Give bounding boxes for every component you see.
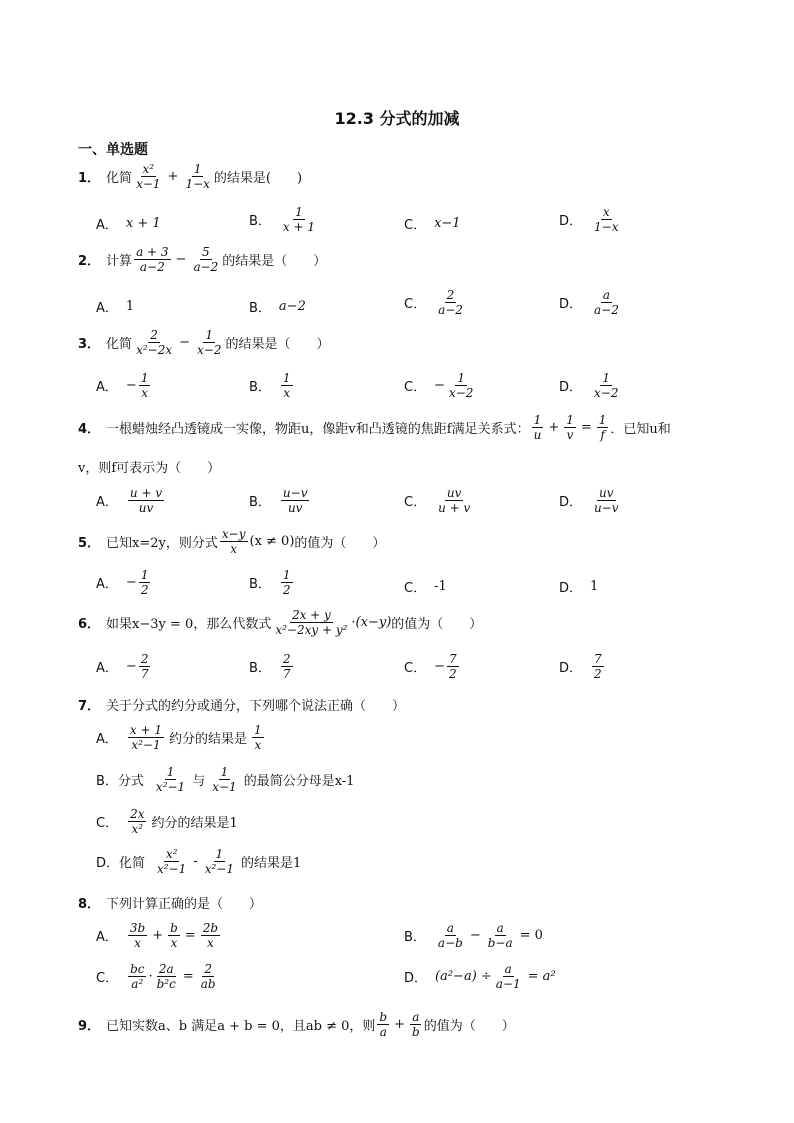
fraction <box>210 765 238 794</box>
question-number: 4． <box>78 422 101 437</box>
option-value: x−1 <box>434 216 461 231</box>
numerator: 1 <box>457 371 466 385</box>
option-b <box>249 568 295 597</box>
option-label: C． <box>96 971 119 986</box>
denominator: 2 <box>282 583 291 597</box>
operator: − <box>179 335 191 350</box>
question-text: 如果x−3y = 0，那么代数式 <box>106 617 272 632</box>
denominator: u <box>533 428 542 442</box>
question-4-line-2 <box>78 457 220 476</box>
option-a <box>96 652 152 681</box>
denominator: x−2 <box>594 386 619 400</box>
option-b <box>249 486 311 515</box>
question-6 <box>78 608 482 637</box>
denominator: x <box>134 936 141 950</box>
fraction <box>128 921 147 950</box>
denominator: x−1 <box>212 780 237 794</box>
numerator: 2x <box>130 807 145 821</box>
fraction <box>154 765 187 794</box>
fraction <box>134 162 162 191</box>
fraction <box>486 921 515 950</box>
numerator: u−v <box>282 486 308 500</box>
denominator: ab <box>200 977 216 991</box>
option-b <box>404 921 546 950</box>
numerator: 2 <box>446 288 455 302</box>
numerator: bc <box>130 962 145 976</box>
fraction <box>281 371 293 400</box>
fraction <box>281 652 293 681</box>
operator: = <box>182 969 194 984</box>
fraction <box>436 288 465 317</box>
operator: = <box>580 420 592 435</box>
option-label: D．化简 <box>96 856 146 871</box>
option-text: 约分的结果是 <box>169 732 248 747</box>
option-c <box>404 486 474 515</box>
option-c <box>404 214 461 233</box>
fraction <box>281 486 310 515</box>
numerator: 2 <box>204 962 212 976</box>
fraction <box>494 962 523 991</box>
fraction <box>532 413 544 442</box>
option-b <box>249 371 295 400</box>
denominator: f <box>600 428 605 442</box>
numerator: 1 <box>220 765 229 779</box>
option-label: B． <box>249 214 271 229</box>
option-a <box>96 568 152 597</box>
fraction <box>273 608 349 637</box>
sign: − <box>125 378 137 393</box>
question-text: 已知实数a、b 满足a + b = 0，且ab ≠ 0，则 <box>106 1019 376 1034</box>
fraction <box>134 328 174 357</box>
option-c <box>404 577 447 596</box>
denominator: uv <box>287 501 303 515</box>
option-label: C． <box>404 495 427 510</box>
question-text: 下列计算正确的是（ ） <box>106 897 263 912</box>
question-number: 3． <box>78 337 101 352</box>
denominator: 7 <box>282 667 291 681</box>
option-d <box>559 371 622 400</box>
numerator: b <box>170 921 178 935</box>
question-text: 化简 <box>106 337 133 352</box>
numerator: u + v <box>129 486 163 500</box>
operator: = <box>184 928 196 943</box>
option-d <box>96 847 304 876</box>
question-number: 2． <box>78 254 101 269</box>
option-label: A． <box>96 218 118 233</box>
option-a <box>96 486 166 515</box>
question-number: 5． <box>78 536 101 551</box>
denominator: a−2 <box>193 260 219 274</box>
numerator: 2 <box>150 328 158 342</box>
numerator: 1 <box>295 205 303 219</box>
question-number: 7． <box>78 699 101 714</box>
numerator: x−y <box>221 527 246 541</box>
numerator: 2a <box>158 962 174 976</box>
question-text: v，则f可表示为（ ） <box>78 461 221 476</box>
option-c <box>404 652 461 681</box>
option-a <box>96 371 152 400</box>
option-value: -1 <box>434 579 447 594</box>
denominator: 2 <box>140 583 149 597</box>
fraction <box>436 921 465 950</box>
question-text: 化简 <box>106 171 133 186</box>
denominator: b−a <box>487 936 513 950</box>
fraction <box>597 413 609 442</box>
option-label: C． <box>404 297 427 312</box>
sign: − <box>125 659 137 674</box>
numerator: 1 <box>254 723 262 737</box>
numerator: 1 <box>566 413 574 427</box>
numerator: 1 <box>166 765 175 779</box>
denominator: x²−1 <box>204 862 234 876</box>
numerator: 2 <box>140 652 149 666</box>
fraction <box>134 245 170 274</box>
denominator: a−b <box>437 936 463 950</box>
fraction <box>436 486 472 515</box>
numerator: 1 <box>205 328 214 342</box>
denominator: a² <box>131 977 144 991</box>
option-label: D． <box>559 581 583 596</box>
numerator: 1 <box>140 568 149 582</box>
sign: − <box>125 575 137 590</box>
fraction <box>139 652 151 681</box>
option-a <box>96 297 134 316</box>
question-text: 的值为（ ） <box>294 536 386 551</box>
denominator: 2 <box>594 667 602 681</box>
option-label: D． <box>559 214 583 229</box>
option-label: B． <box>249 495 271 510</box>
expression: = a² <box>527 969 556 984</box>
question-text: 关于分式的约分或通分，下列哪个说法正确（ ） <box>106 699 406 714</box>
fraction <box>199 962 218 991</box>
fraction <box>203 847 236 876</box>
denominator: 2 <box>448 667 457 681</box>
option-text: 的结果是1 <box>240 856 302 871</box>
option-text: 约分的结果是1 <box>151 816 238 831</box>
denominator: 7 <box>140 667 149 681</box>
denominator: u + v <box>438 501 471 515</box>
option-label: A． <box>96 577 118 592</box>
option-b <box>249 297 306 316</box>
denominator: x²−1 <box>155 780 186 794</box>
denominator: x <box>230 542 238 556</box>
fraction <box>128 486 164 515</box>
question-3 <box>78 328 330 357</box>
option-d <box>404 962 559 991</box>
operator: + <box>548 420 560 435</box>
question-text: 的值为（ ） <box>391 617 483 632</box>
question-2 <box>78 245 326 274</box>
option-a <box>96 921 222 950</box>
option-label: B． <box>249 301 271 316</box>
fraction <box>410 1010 422 1039</box>
option-label: B．分式 <box>96 774 144 789</box>
option-label: C． <box>404 218 427 233</box>
denominator: u−v <box>594 501 619 515</box>
denominator: uv <box>138 501 154 515</box>
question-text: 计算 <box>106 254 133 269</box>
option-label: D． <box>559 297 583 312</box>
fraction <box>168 921 180 950</box>
fraction <box>592 371 620 400</box>
option-label: D． <box>559 661 583 676</box>
fraction <box>592 652 604 681</box>
numerator: 2 <box>282 652 291 666</box>
fraction <box>447 652 459 681</box>
numerator: x² <box>142 162 155 176</box>
question-1 <box>78 162 302 191</box>
question-text: 的值为（ ） <box>423 1019 515 1034</box>
numerator: 1 <box>282 371 291 385</box>
numerator: 1 <box>533 413 542 427</box>
numerator: x <box>602 205 610 219</box>
numerator: 7 <box>594 652 602 666</box>
fraction <box>139 568 151 597</box>
fraction <box>564 413 576 442</box>
numerator: 1 <box>193 162 202 176</box>
option-text: 与 <box>192 774 206 789</box>
question-text: 的结果是（ ） <box>225 337 330 352</box>
condition: (x ≠ 0) <box>249 534 295 549</box>
operator: - <box>193 854 198 869</box>
numerator: uv <box>599 486 614 500</box>
numerator: 5 <box>202 245 210 259</box>
question-number: 8． <box>78 897 101 912</box>
denominator: x <box>283 386 291 400</box>
option-a <box>96 214 161 233</box>
denominator: x <box>170 936 178 950</box>
option-value: x + 1 <box>125 216 161 231</box>
fraction <box>592 288 621 317</box>
option-c <box>404 288 467 317</box>
fraction <box>220 527 248 556</box>
numerator: 3b <box>129 921 146 935</box>
question-4 <box>78 413 671 442</box>
fraction <box>155 847 188 876</box>
numerator: a <box>504 962 512 976</box>
option-label: C． <box>404 581 427 596</box>
option-label: D． <box>404 971 428 986</box>
operator: + <box>152 928 164 943</box>
page-title: 12.3 分式的加减 <box>334 109 460 128</box>
denominator: x + 1 <box>282 220 316 234</box>
question-text: 一根蜡烛经凸透镜成一实像，物距u，像距v和凸透镜的焦距f满足关系式： <box>106 422 530 437</box>
denominator: x−2 <box>197 343 222 357</box>
denominator: a−1 <box>495 977 521 991</box>
denominator: x² <box>131 822 144 836</box>
denominator: v <box>566 428 574 442</box>
numerator: uv <box>446 486 462 500</box>
fraction <box>592 205 620 234</box>
operator: − <box>469 928 481 943</box>
denominator: x²−1 <box>131 738 161 752</box>
option-label: C． <box>404 661 427 676</box>
operator: · <box>148 969 153 984</box>
denominator: 1−x <box>594 220 619 234</box>
option-label: A． <box>96 930 118 945</box>
numerator: 7 <box>448 652 457 666</box>
fraction <box>191 245 220 274</box>
operator: + <box>167 169 179 184</box>
fraction <box>281 205 317 234</box>
denominator: a−2 <box>438 303 463 317</box>
option-label: D． <box>559 380 583 395</box>
option-label: B． <box>249 380 271 395</box>
option-value: 1 <box>125 299 135 314</box>
operator: − <box>175 252 187 267</box>
denominator: x−2 <box>448 386 474 400</box>
denominator: b <box>412 1025 420 1039</box>
option-c <box>96 807 241 836</box>
numerator: 2b <box>202 921 219 935</box>
numerator: 2x + y <box>291 608 331 622</box>
option-label: A． <box>96 380 118 395</box>
denominator: x²−2x <box>136 343 173 357</box>
question-number: 6． <box>78 617 101 632</box>
option-c <box>404 371 477 400</box>
denominator: x <box>141 386 149 400</box>
option-value: a−2 <box>278 299 306 314</box>
numerator: a <box>602 288 611 302</box>
option-label: C． <box>404 380 427 395</box>
numerator: 1 <box>215 847 224 861</box>
option-b <box>249 652 295 681</box>
numerator: 1 <box>282 568 291 582</box>
option-value: 1 <box>590 579 599 594</box>
fraction <box>281 568 293 597</box>
denominator: x−1 <box>136 177 161 191</box>
question-text: 的结果是（ ） <box>222 254 327 269</box>
option-text: 的最简公分母是x-1 <box>243 774 355 789</box>
denominator: x²−1 <box>157 862 187 876</box>
numerator: a <box>412 1010 420 1024</box>
denominator: a−2 <box>139 260 165 274</box>
option-label: A． <box>96 732 118 747</box>
option-d <box>559 652 606 681</box>
question-number: 1． <box>78 171 101 186</box>
option-label: C． <box>96 816 119 831</box>
expression: ·(x−y) <box>351 615 392 630</box>
fraction <box>592 486 621 515</box>
question-8 <box>78 893 262 912</box>
option-d <box>559 486 623 515</box>
option-d <box>559 577 598 596</box>
option-label: D． <box>559 495 583 510</box>
fraction <box>252 723 264 752</box>
option-label: A． <box>96 495 118 510</box>
option-label: B． <box>249 661 271 676</box>
option-label: A． <box>96 301 118 316</box>
option-d <box>559 205 622 234</box>
numerator: 1 <box>140 371 149 385</box>
numerator: 1 <box>602 371 611 385</box>
numerator: b <box>379 1010 388 1024</box>
fraction <box>139 371 151 400</box>
fraction <box>447 371 475 400</box>
fraction <box>155 962 178 991</box>
option-b <box>96 765 357 794</box>
section-heading: 一、单选题 <box>78 142 148 158</box>
option-label: B． <box>249 577 271 592</box>
option-b <box>249 205 319 234</box>
denominator: a <box>379 1025 387 1039</box>
operator: + <box>394 1017 406 1032</box>
fraction <box>128 807 146 836</box>
denominator: x <box>254 738 262 752</box>
numerator: x² <box>165 847 178 861</box>
denominator: x²−2xy + y² <box>275 623 348 637</box>
fraction <box>128 962 146 991</box>
option-label: B． <box>404 930 426 945</box>
option-d <box>559 288 623 317</box>
sign: − <box>434 659 445 674</box>
option-a <box>96 723 266 752</box>
question-9 <box>78 1010 515 1039</box>
fraction <box>195 328 223 357</box>
question-text: 已知x=2y，则分式 <box>106 536 218 551</box>
fraction <box>128 723 164 752</box>
denominator: x <box>207 936 214 950</box>
denominator: 1−x <box>185 177 210 191</box>
denominator: b²c <box>156 977 176 991</box>
denominator: a−2 <box>594 303 619 317</box>
option-label: A． <box>96 661 118 676</box>
numerator: a <box>446 921 454 935</box>
numerator: a + 3 <box>136 245 169 259</box>
question-text: 的结果是( ) <box>213 171 303 186</box>
question-5 <box>78 527 385 556</box>
question-number: 9． <box>78 1019 101 1034</box>
fraction <box>201 921 220 950</box>
numerator: x + 1 <box>129 723 162 737</box>
fraction <box>377 1010 389 1039</box>
question-text: ．已知u和 <box>610 422 671 437</box>
numerator: a <box>496 921 504 935</box>
option-c <box>96 962 220 991</box>
question-7 <box>78 695 405 714</box>
sign: − <box>434 378 445 393</box>
expression: (a²−a) ÷ <box>435 969 492 984</box>
operator: = 0 <box>519 928 543 943</box>
fraction <box>183 162 211 191</box>
numerator: 1 <box>598 413 607 427</box>
